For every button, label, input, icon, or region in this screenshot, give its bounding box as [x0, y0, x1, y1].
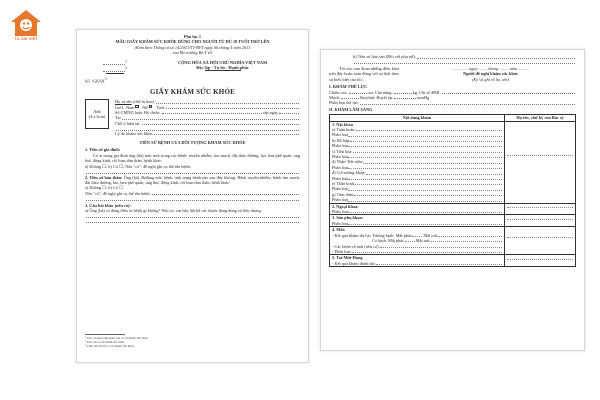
- family-history-options[interactable]: a) Không ☐; b) Có ☐; Nếu "có", đề nghị ghi cụ thể tên bệnh:: [85, 163, 191, 169]
- doctor-sign-cell[interactable]: [505, 121, 576, 203]
- respiratory-field[interactable]: b) Hô hấp:: [332, 138, 502, 143]
- attached-line-2: của Bộ trưởng Bộ Y tế): [172, 50, 213, 56]
- renal-field[interactable]: d) Thận-Tiết niệu:: [332, 159, 502, 164]
- personal-history-block: 2. Tiền sử bản thân: Ông (bà) đã/đang mắc bệnh, tình trạng bệnh nào sau đây không: Bệnh truyền nhiễm, bệnh tim mạch, đái tháo đường, lao, hen phế quản, ung thư, động kinh, rối loạn tâm thần, bệnh khác:: [85, 174, 300, 185]
- org-line-1: 1: [85, 60, 145, 67]
- table-row: [330, 227, 576, 255]
- photo-box: Ảnh (4 x 6cm): [85, 99, 109, 129]
- commitment-text: Tôi xin cam đoan những điều khai trên đây hoàn toàn đúng với sự thật theo sự hiểu biết của tôi.: [329, 65, 399, 82]
- family-history-question: Có ai trong gia đình ông (bà) mắc một trong các bệnh: truyền nhiễm, tim mạch, đái tháo đường, lao, hen phế quản, ung thư, động kinh, rối loạn tâm thần, bệnh khác:: [85, 152, 300, 164]
- col-header-content: Nội dung khám: [330, 115, 505, 121]
- doctor-sign-cell[interactable]: [505, 215, 576, 227]
- eye-label: 4. Mắt:: [332, 227, 346, 233]
- serial-number: Số: /GKSK$^3$: [85, 77, 107, 84]
- org-block: [85, 60, 145, 84]
- physical-exam-title: I. KHÁM THỂ LỰC: [329, 84, 368, 90]
- obgyn-label: 3. Sản phụ khoa:: [332, 215, 364, 221]
- ent-label: 5. Tai-Mũi-Họng: [332, 255, 363, 261]
- eye-uncorrected-field[interactable]: - Kết quả khám thị lực: Không kính: Mắt phải: Mắt trái:: [332, 233, 502, 238]
- maternity-history-field[interactable]: b) Tiền sử thai sản (Đối với phụ nữ):: [329, 54, 576, 59]
- attached-line-1: (Kèm theo Thông tư số 14/2013/TT-BYT ngày 06 tháng 5 năm 2013: [134, 44, 251, 50]
- nation-block: [145, 60, 300, 72]
- doctor-sign-cell[interactable]: [505, 255, 576, 267]
- personal-history-detail[interactable]: Nếu "có", đề nghị ghi cụ thể tên bệnh:: [85, 191, 300, 196]
- renal-class[interactable]: Phân loại: [332, 165, 502, 170]
- psychiatry-class[interactable]: Phân loại: [332, 197, 502, 202]
- digestive-class[interactable]: Phân loại: [332, 154, 502, 159]
- respiratory-class[interactable]: Phân loại: [332, 143, 502, 148]
- eye-disease-field[interactable]: - Các bệnh về mắt (nếu có):: [332, 244, 502, 249]
- eye-class[interactable]: - Phân loại:: [332, 249, 502, 254]
- table-row: [330, 215, 576, 227]
- form-title: MẪU GIẤY KHÁM SỨC KHỎE DÙNG CHO NGƯỜI TỪ ĐỦ 18 TUỔI TRỞ LÊN: [115, 39, 270, 45]
- internal-medicine-label: 1. Nội khoa: [332, 121, 353, 127]
- form-page-1: [76, 29, 309, 363]
- neurology-class[interactable]: Phân loại: [332, 186, 502, 191]
- fullname-field[interactable]: Họ và tên (chữ in hoa):: [115, 99, 300, 104]
- signer-title: Người đề nghị khám sức khỏe: [463, 71, 518, 77]
- footnote-1: ¹ Tên cơ quan chủ quản của cơ sở khám sức khỏe: [85, 336, 148, 340]
- header-block: [85, 60, 300, 84]
- table-row: [330, 255, 576, 267]
- musculoskeletal-class[interactable]: Phân loại: [332, 176, 502, 181]
- brand-text: TỔ ẤM VIỆT: [14, 36, 38, 41]
- doctor-sign-cell[interactable]: [505, 227, 576, 255]
- family-history-title: 1. Tiền sử gia đình:: [85, 147, 121, 153]
- digestive-field[interactable]: c) Tiêu hóa:: [332, 149, 502, 154]
- psychiatry-field[interactable]: g) Tâm thần:: [332, 192, 502, 197]
- appendix-label: Phụ lục 1: [183, 34, 202, 39]
- nation-motto: Độc lập - Tự do - Hạnh phúc: [196, 65, 249, 71]
- table-row: [330, 203, 576, 215]
- id-number-field[interactable]: Số CMND hoặc Hộ chiếu: cấp ngày: [115, 110, 300, 115]
- other-questions-title: 3. Câu hỏi khác (nếu có):: [85, 202, 131, 208]
- footnotes: [85, 330, 148, 348]
- org-line-2: 2: [85, 66, 145, 73]
- table-row: [330, 121, 576, 203]
- gender-age-field[interactable]: Giới: Nam Nữ Tuổi:: [115, 105, 300, 110]
- reason-field[interactable]: Lý do khám sức khỏe:: [115, 131, 300, 136]
- footnote-2: ² Tên của cơ sở khám sức khỏe: [85, 340, 125, 344]
- col-header-doctor: Họ tên, chữ ký của Bác sỹ: [505, 115, 576, 121]
- doctor-sign-cell[interactable]: [505, 203, 576, 215]
- obgyn-class[interactable]: Phân loại: [332, 221, 502, 226]
- personal-info-block: [85, 99, 300, 131]
- signer-hint: (Ký và ghi rõ họ, tên): [472, 76, 509, 82]
- clinical-exam-title: II. KHÁM LÂM SÀNG: [329, 106, 373, 112]
- commitment-block: [329, 66, 576, 82]
- circulation-class[interactable]: Phân loại: [332, 132, 502, 137]
- surgery-class[interactable]: Phân loại: [332, 209, 502, 214]
- document-title: GIẤY KHÁM SỨC KHỎE: [150, 88, 235, 97]
- eye-corrected-field[interactable]: Có kính: Mắt phải: Mắt trái:: [332, 238, 502, 243]
- address-field[interactable]: Chỗ ở hiện tại:: [115, 121, 300, 126]
- male-checkbox[interactable]: [135, 105, 139, 109]
- history-title: TIỀN SỬ BỆNH CỦA ĐỐI TƯỢNG KHÁM SỨC KHỎE: [139, 140, 246, 146]
- other-question-a: a) Ông (bà) có đang điều trị bệnh gì không? Nếu có, xin hãy liệt kê các thuốc đang dùng và liều lượng:: [85, 208, 262, 214]
- musculoskeletal-field[interactable]: đ) Cơ-xương-khớp:: [332, 170, 502, 175]
- neurology-field[interactable]: e) Thần kinh:: [332, 181, 502, 186]
- physical-class-row[interactable]: Phân loại thể lực:: [329, 100, 576, 105]
- female-checkbox[interactable]: [149, 105, 153, 109]
- issued-at-field[interactable]: Tại: [115, 115, 300, 120]
- personal-history-options[interactable]: a) Không ☐; b) Có ☐: [85, 185, 123, 191]
- height-weight-row[interactable]: Chiều cao: cm; Cân nặng: kg; Chỉ số BMI:: [329, 90, 576, 95]
- pulse-bp-row[interactable]: Mạch: lần/phút; Huyết áp: mmHg: [329, 94, 430, 100]
- form-page-2: [320, 49, 585, 351]
- clinical-exam-table: [329, 114, 576, 267]
- surgery-label: 2. Ngoại khoa:: [332, 203, 359, 209]
- sign-date-line[interactable]: ............... ngày ........ tháng ......... năm ..........: [451, 65, 530, 71]
- footnote-3: ³ Chữ viết tắt tên cơ sở khám sức khỏe: [85, 344, 135, 348]
- circulation-field[interactable]: a) Tuần hoàn:: [332, 127, 502, 132]
- nation-title: CỘNG HÒA XÃ HỘI CHỦ NGHĨA VIỆT NAM: [177, 59, 267, 65]
- ent-hearing-field[interactable]: - Kết quả khám thính lực:: [332, 261, 502, 266]
